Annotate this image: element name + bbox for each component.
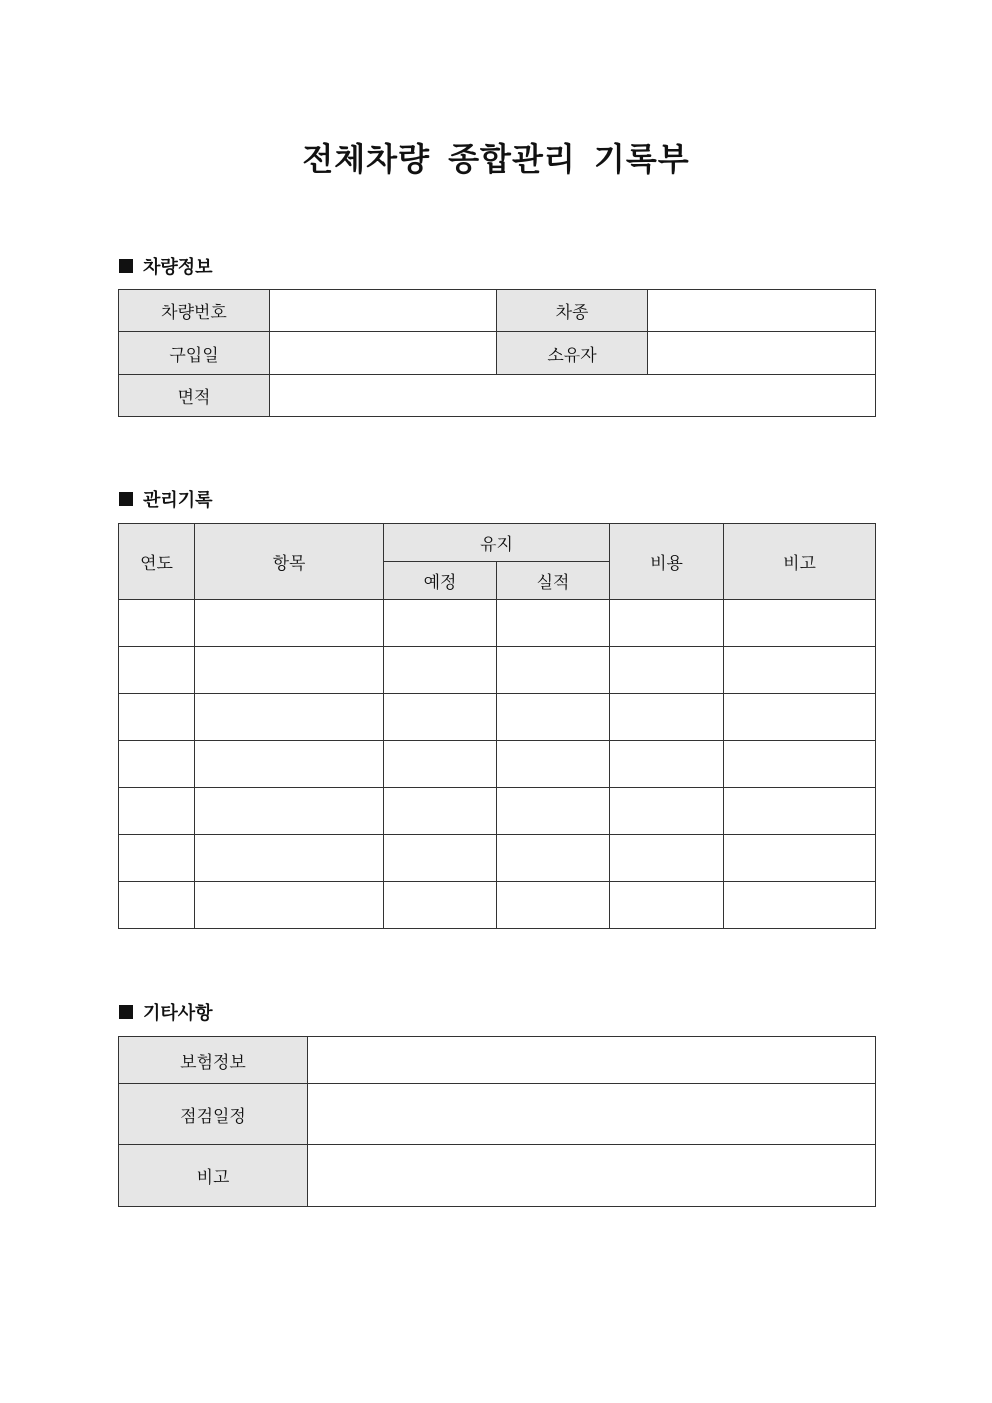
purchase-date-field[interactable]	[270, 332, 497, 375]
remarks-cell[interactable]	[724, 788, 876, 835]
plate-number-label: 차량번호	[119, 290, 270, 332]
insurance-field[interactable]	[308, 1037, 876, 1084]
actual-cell[interactable]	[497, 600, 610, 647]
cost-cell[interactable]	[610, 788, 724, 835]
records-heading	[119, 486, 213, 512]
actual-cell[interactable]	[497, 694, 610, 741]
vehicle-info-heading-text: 차량정보	[143, 257, 213, 278]
vehicle-model-field[interactable]	[648, 290, 876, 332]
cost-cell[interactable]	[610, 647, 724, 694]
col-remarks-header: 비고	[724, 524, 876, 600]
insurance-label: 보험정보	[119, 1037, 308, 1084]
table-row	[119, 882, 876, 929]
table-row	[119, 600, 876, 647]
item-cell[interactable]	[195, 600, 384, 647]
other-heading	[119, 999, 213, 1025]
remarks-cell[interactable]	[724, 835, 876, 882]
vehicle-info-heading	[119, 253, 213, 279]
purchase-date-label: 구입일	[119, 332, 270, 375]
plate-number-field[interactable]	[270, 290, 497, 332]
owner-field[interactable]	[648, 332, 876, 375]
area-field[interactable]	[270, 375, 876, 417]
remarks-cell[interactable]	[724, 741, 876, 788]
item-cell[interactable]	[195, 741, 384, 788]
year-cell[interactable]	[119, 788, 195, 835]
planned-cell[interactable]	[384, 882, 497, 929]
planned-cell[interactable]	[384, 788, 497, 835]
year-cell[interactable]	[119, 835, 195, 882]
other-heading-text: 기타사항	[143, 1003, 213, 1024]
table-row	[119, 694, 876, 741]
planned-cell[interactable]	[384, 647, 497, 694]
page-title: 전체차량 종합관리 기록부	[302, 140, 690, 178]
table-row	[119, 788, 876, 835]
vehicle-model-label: 차종	[497, 290, 648, 332]
cost-cell[interactable]	[610, 741, 724, 788]
other-table	[118, 1036, 876, 1207]
owner-label: 소유자	[497, 332, 648, 375]
remarks-cell[interactable]	[724, 694, 876, 741]
planned-cell[interactable]	[384, 835, 497, 882]
planned-cell[interactable]	[384, 694, 497, 741]
actual-cell[interactable]	[497, 882, 610, 929]
year-cell[interactable]	[119, 600, 195, 647]
records-table	[118, 523, 876, 929]
item-cell[interactable]	[195, 835, 384, 882]
square-bullet-icon	[119, 259, 133, 273]
other-remarks-label: 비고	[119, 1145, 308, 1207]
col-cost-header: 비용	[610, 524, 724, 600]
area-label: 면적	[119, 375, 270, 417]
inspection-label: 점검일정	[119, 1084, 308, 1145]
col-planned-header: 예정	[384, 562, 497, 600]
cost-cell[interactable]	[610, 882, 724, 929]
inspection-field[interactable]	[308, 1084, 876, 1145]
cost-cell[interactable]	[610, 600, 724, 647]
item-cell[interactable]	[195, 788, 384, 835]
col-maintenance-header: 유지	[384, 524, 610, 562]
table-row	[119, 741, 876, 788]
item-cell[interactable]	[195, 882, 384, 929]
table-row	[119, 835, 876, 882]
year-cell[interactable]	[119, 882, 195, 929]
cost-cell[interactable]	[610, 835, 724, 882]
col-year-header: 연도	[119, 524, 195, 600]
cost-cell[interactable]	[610, 694, 724, 741]
item-cell[interactable]	[195, 694, 384, 741]
other-remarks-field[interactable]	[308, 1145, 876, 1207]
col-item-header: 항목	[195, 524, 384, 600]
planned-cell[interactable]	[384, 741, 497, 788]
year-cell[interactable]	[119, 647, 195, 694]
remarks-cell[interactable]	[724, 647, 876, 694]
vehicle-info-table	[118, 289, 876, 417]
remarks-cell[interactable]	[724, 600, 876, 647]
square-bullet-icon	[119, 1005, 133, 1019]
planned-cell[interactable]	[384, 600, 497, 647]
actual-cell[interactable]	[497, 741, 610, 788]
square-bullet-icon	[119, 492, 133, 506]
actual-cell[interactable]	[497, 647, 610, 694]
remarks-cell[interactable]	[724, 882, 876, 929]
table-row	[119, 647, 876, 694]
year-cell[interactable]	[119, 694, 195, 741]
actual-cell[interactable]	[497, 788, 610, 835]
records-body	[119, 600, 876, 929]
year-cell[interactable]	[119, 741, 195, 788]
actual-cell[interactable]	[497, 835, 610, 882]
col-actual-header: 실적	[497, 562, 610, 600]
item-cell[interactable]	[195, 647, 384, 694]
records-heading-text: 관리기록	[143, 490, 213, 511]
